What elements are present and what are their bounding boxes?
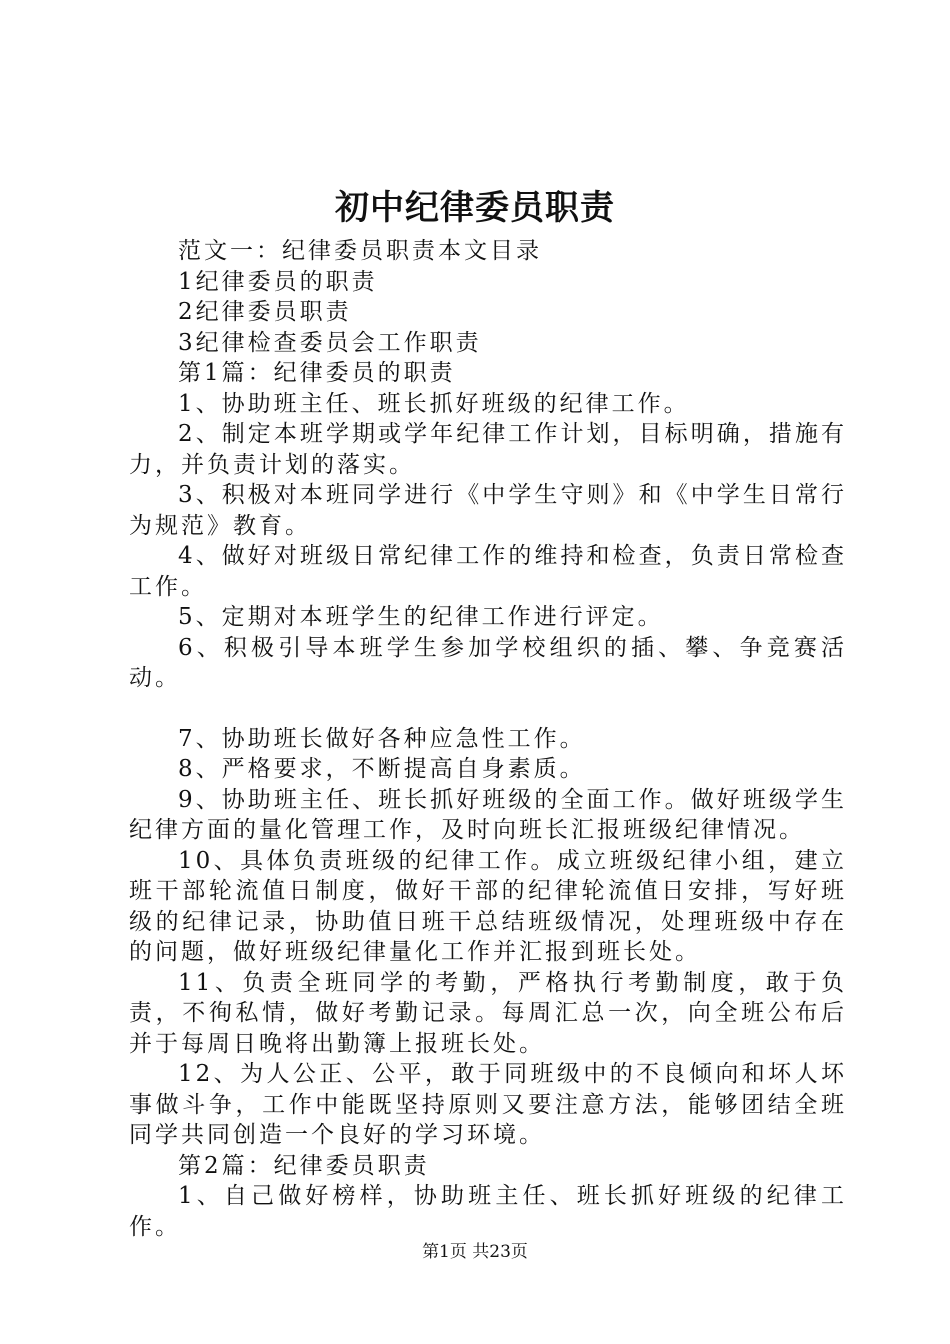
page-footer: 第1页 共23页 (422, 1242, 528, 1262)
paragraph: 4、做好对班级日常纪律工作的维持和检查，负责日常检查工作。 (129, 543, 847, 600)
paragraph: 8、严格要求，不断提高自身素质。 (178, 756, 586, 782)
blank-line (129, 694, 847, 724)
section-heading: 第2篇：纪律委员职责 (178, 1152, 430, 1179)
paragraph: 1、协助班主任、班长抓好班级的纪律工作。 (178, 390, 690, 417)
paragraph: 2、制定本班学期或学年纪律工作计划，目标明确，措施有力，并负责计划的落实。 (129, 421, 847, 478)
paragraph: 12、为人公正、公平，敢于同班级中的不良倾向和坏人坏事做斗争，工作中能既坚持原则又要注意方法，能够团结全班同学共同创造一个良好的学习环境。 (129, 1061, 847, 1148)
paragraph: 6、积极引导本班学生参加学校组织的插、攀、争竞赛活动。 (129, 634, 847, 691)
paragraph: 1纪律委员的职责 (178, 268, 378, 295)
document-body (129, 236, 847, 1242)
paragraph: 3纪律检查委员会工作职责 (178, 329, 482, 356)
paragraph: 7、协助班长做好各种应急性工作。 (178, 725, 586, 752)
paragraph: 11、负责全班同学的考勤，严格执行考勤制度，敢于负责，不徇私情，做好考勤记录。每周汇总一次，向全班公布后并于每周日晚将出勤簿上报班长处。 (129, 969, 847, 1057)
paragraph: 9、协助班主任、班长抓好班级的全面工作。做好班级学生纪律方面的量化管理工作，及时向班长汇报班级纪律情况。 (129, 786, 847, 843)
paragraph: 2纪律委员职责 (178, 299, 352, 325)
paragraph: 5、定期对本班学生的纪律工作进行评定。 (178, 604, 664, 630)
section-heading: 第1篇：纪律委员的职责 (178, 360, 456, 386)
paragraph: 10、具体负责班级的纪律工作。成立班级纪律小组，建立班干部轮流值日制度，做好干部的纪律轮流值日安排，写好班级的纪律记录，协助值日班干总结班级情况，处理班级中存在的问题，做好班级纪律量化工作并汇报到班长处。 (129, 847, 847, 965)
document-title: 初中纪律委员职责 (335, 188, 615, 228)
paragraph: 范文一：纪律委员职责本文目录 (178, 238, 542, 264)
paragraph: 1、自己做好榜样，协助班主任、班长抓好班级的纪律工作。 (129, 1183, 847, 1240)
paragraph: 3、积极对本班同学进行《中学生守则》和《中学生日常行为规范》教育。 (129, 482, 847, 539)
